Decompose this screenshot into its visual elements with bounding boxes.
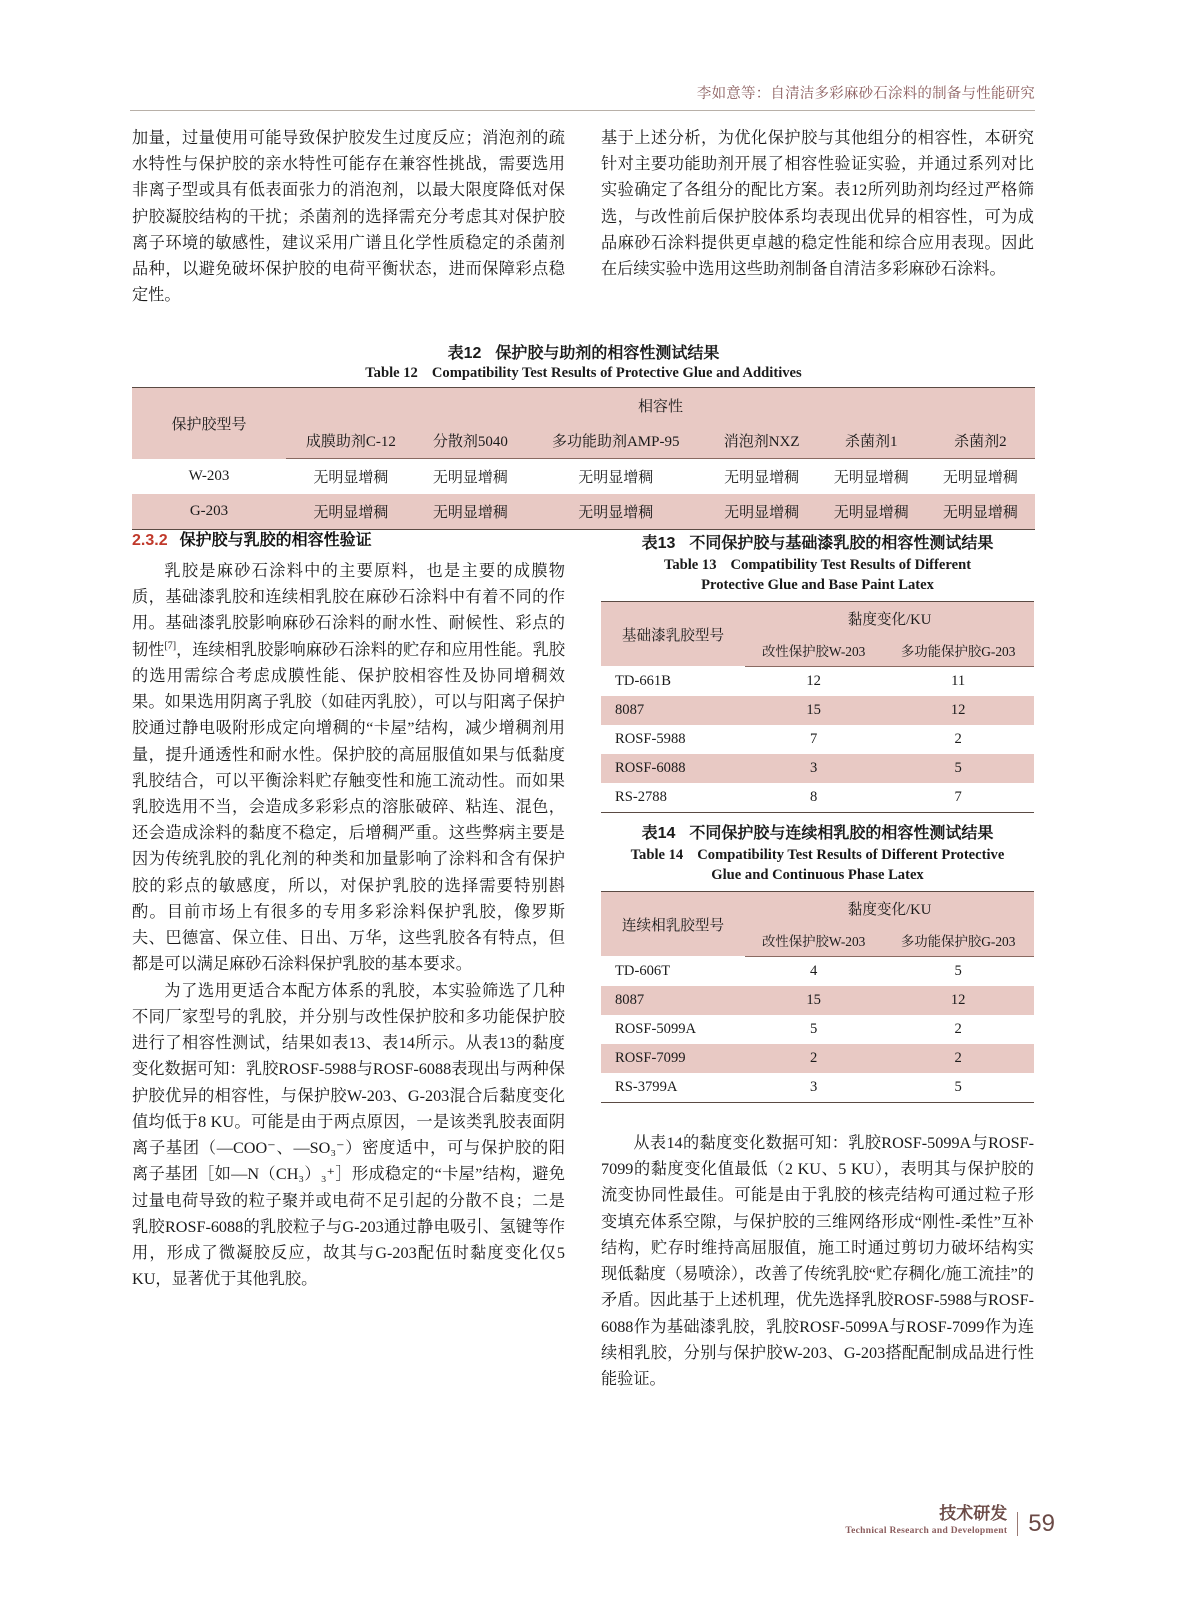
table13-cell: 7 — [810, 730, 818, 747]
table12-block — [132, 340, 1035, 530]
table12-cell: 无明显增稠 — [942, 470, 1018, 486]
table13-caption-cn — [601, 530, 1034, 553]
table14-cell: 3 — [810, 1078, 818, 1095]
paragraph: 从表14的黏度变化数据可知：乳胶ROSF-5099A与ROSF-7099的黏度变化值最低（2 KU、5 KU），表明其与保护胶的流变协同性最佳。可能是由于乳胶的核壳结构可通过粒子形变填充体系空隙，与保护胶的三维网络形成“刚性-柔性”互补结构，贮存时维持高屈服值，施工时通过剪切力破坏结构实现低黏度（易喷涂），改善了传统乳胶“贮存稠化/施工流挂”的矛盾。因此基于上述机理，优先选择乳胶ROSF-5988与ROSF-6088作为基础漆乳胶，乳胶ROSF-5099A与ROSF-7099作为连续相乳胶，分别与保护胶W-203、G-203搭配配制成品进行性能验证。 — [601, 1134, 1034, 1389]
footer-labels — [845, 1499, 1007, 1536]
table12-cell: 无明显增稠 — [833, 470, 909, 486]
section-title: 保护胶与乳胶的相容性验证 — [179, 532, 372, 549]
table14-cell: 5 — [810, 1020, 818, 1037]
table14-col-header: 改性保护胶W-203 — [745, 925, 882, 957]
table12-cell: 无明显增稠 — [833, 505, 909, 521]
table-row — [601, 956, 1034, 986]
table13-cell: 12 — [806, 672, 821, 689]
table13-cell: 15 — [806, 701, 821, 718]
table13-row-name: ROSF-6088 — [615, 759, 686, 776]
table14-cell: 2 — [810, 1049, 818, 1066]
table13-row-name: ROSF-5988 — [615, 730, 686, 747]
table12-row-name: G-203 — [189, 503, 229, 519]
section-number: 2.3.2 — [132, 532, 168, 549]
table13-cell: 3 — [810, 759, 818, 776]
body-column-right-bottom — [601, 1130, 1034, 1392]
table14-cell: 15 — [806, 991, 821, 1008]
table12-row-header: 保护胶型号 — [171, 416, 247, 433]
table14-caption-cn-text: 不同保护胶与连续相乳胶的相容性测试结果 — [689, 825, 994, 842]
table14-row-name: ROSF-7099 — [615, 1049, 686, 1066]
table13-col-header: 改性保护胶W-203 — [745, 635, 882, 667]
table12-caption-en-number: Table 12 — [365, 365, 418, 381]
table13-cell: 8 — [810, 788, 818, 805]
table14 — [601, 891, 1034, 1103]
table14-cell: 5 — [954, 1078, 962, 1095]
table12-col-header: 消泡剂NXZ — [707, 423, 817, 459]
table12-cell: 无明显增稠 — [942, 505, 1018, 521]
table12-col-header: 杀菌剂2 — [926, 423, 1035, 459]
footer-section-cn: 技术研发 — [939, 1504, 1008, 1523]
paragraph: 加量，过量使用可能导致保护胶发生过度反应；消泡剂的疏水特性与保护胶的亲水特性可能存在兼容性挑战，需要选用非离子型或具有低表面张力的消泡剂，以最大限度降低对保护胶凝胶结构的干扰；杀菌剂的选择需充分考虑其对保护胶离子环境的敏感性，建议采用广谱且化学性质稳定的杀菌剂品种，以避免破坏保护胶的电荷平衡状态，进而保障彩点稳定性。 — [132, 129, 565, 305]
table12-col-header: 成膜助剂C-12 — [286, 423, 416, 459]
paragraph-text-continued: ，连续相乳胶影响麻砂石涂料的贮存和应用性能。乳胶的选用需综合考虑成膜性能、保护胶相容性及协同增稠效果。如果选用阴离子乳胶（如硅丙乳胶），可以与阳离子保护胶通过静电吸附形成定向增稠的“卡屋”结构，减少增稠剂用量，提升通透性和耐水性。保护胶的高屈服值如果与低黏度乳胶结合，可以平衡涂料贮存触变性和施工流动性。而如果乳胶选用不当，会造成多彩彩点的溶胀破碎、粘连、混色，还会造成涂料的黏度不稳定，后增稠严重。这些弊病主要是因为传统乳胶的乳化剂的种类和加量影响了涂料和含有保护胶的彩点的敏感度，所以，对保护乳胶的选择需要特别斟酌。目前市场上有很多的专用多彩涂料保护乳胶，像罗斯夫、巴德富、保立佳、日出、万华，这些乳胶各有特点，但都是可以满足麻砂石涂料保护乳胶的基本要求。 — [132, 640, 566, 974]
table-row — [601, 1044, 1034, 1073]
table13-caption-en-line2: Protective Glue and Base Paint Latex — [701, 577, 934, 594]
table-row — [601, 725, 1034, 754]
table12-header-row-1 — [132, 388, 1035, 424]
table14-caption-cn-number: 表14 — [641, 825, 676, 842]
table-row — [601, 986, 1034, 1015]
table-row — [601, 1015, 1034, 1044]
table13-row-header: 基础漆乳胶型号 — [621, 627, 725, 644]
table12-cell: 无明显增稠 — [724, 505, 800, 521]
table13-cell: 5 — [954, 759, 962, 776]
table14-cell: 12 — [950, 991, 966, 1008]
table12-caption-cn-text: 保护胶与助剂的相容性测试结果 — [495, 345, 720, 362]
table14-row-name: RS-3799A — [615, 1078, 678, 1095]
table12-cell: 无明显增稠 — [724, 470, 800, 486]
table13-row-name: 8087 — [615, 701, 645, 718]
table12-cell: 无明显增稠 — [578, 505, 654, 521]
table14-caption-en-line2: Glue and Continuous Phase Latex — [711, 867, 924, 884]
table12-cell: 无明显增稠 — [313, 505, 389, 521]
footer-section-en: Technical Research and Development — [845, 1526, 1008, 1536]
table-row — [601, 783, 1034, 813]
table14-header-row-1 — [601, 891, 1034, 925]
table14-caption-en — [601, 845, 1034, 886]
body-column-left-middle — [132, 528, 565, 1292]
table13-caption-cn-text: 不同保护胶与基础漆乳胶的相容性测试结果 — [689, 535, 994, 552]
table14-cell: 2 — [954, 1020, 962, 1037]
table12-row-name: W-203 — [188, 467, 230, 484]
table12-cell: 无明显增稠 — [432, 470, 508, 486]
table14-caption-cn — [601, 820, 1034, 843]
table13-cell: 2 — [954, 730, 962, 747]
table14-row-name: ROSF-5099A — [615, 1020, 697, 1037]
table12-caption-cn-number: 表12 — [447, 345, 482, 362]
table14-caption-en-number: Table 14 — [630, 847, 684, 863]
table13-row-name: RS-2788 — [615, 788, 667, 805]
table13-header-row-1 — [601, 601, 1034, 635]
table12-col-header: 分散剂5040 — [416, 423, 525, 459]
page-number: 59 — [1017, 1512, 1055, 1536]
table12 — [132, 387, 1035, 530]
table-row — [132, 459, 1035, 495]
running-header: 李如意等：自清洁多彩麻砂石涂料的制备与性能研究 — [696, 86, 1035, 102]
table13-caption-en-number: Table 13 — [663, 557, 717, 573]
table12-caption-en-text: Compatibility Test Results of Protective Glue and Additives — [431, 365, 802, 381]
table13-cell: 12 — [950, 701, 966, 718]
table14-block — [601, 820, 1034, 1103]
table12-col-header: 多功能助剂AMP-95 — [525, 423, 707, 459]
table-row — [601, 666, 1034, 696]
table12-cell: 无明显增稠 — [578, 470, 654, 486]
header-divider — [130, 110, 1035, 111]
table13-caption-en — [601, 555, 1034, 596]
paragraph: 为了选用更适合本配方体系的乳胶，本实验筛选了几种不同厂家型号的乳胶，并分别与改性保护胶和多功能保护胶进行了相容性测试，结果如表13、表14所示。从表13的黏度变化数据可知：乳胶ROSF-5988与ROSF-6088表现出与两种保护胶优异的相容性，与保护胶W-203、G-203混合后黏度变化值均低于8 KU。可能是由于两点原因，一是该类乳胶表面阴离子基团（—COO⁻、—SO₃⁻）密度适中，可与保护胶的阳离子基团［如—N（CH₃）₃⁺］形成稳定的“卡屋”结构，避免过量电荷导致的粒子聚并或电荷不足引起的分散不良；二是乳胶ROSF-6088的乳胶粒子与G-203通过静电吸引、氢键等作用，形成了微凝胶反应，故其与G-203配伍时黏度变化仅5 KU，显著优于其他乳胶。 — [132, 981, 565, 1289]
table13-caption-en-line1: Compatibility Test Results of Different — [730, 557, 972, 573]
section-heading — [132, 528, 565, 554]
table12-caption-en — [132, 365, 1035, 382]
table-row — [601, 696, 1034, 725]
page-footer — [845, 1499, 1055, 1536]
table14-row-name: TD-606T — [615, 962, 671, 979]
table12-col-header: 杀菌剂1 — [817, 423, 926, 459]
table12-caption-cn — [132, 340, 1035, 363]
paragraph — [132, 558, 565, 978]
table13-cell: 7 — [954, 788, 962, 805]
table13-block — [601, 530, 1034, 813]
table14-cell: 5 — [954, 962, 962, 979]
table13-caption-cn-number: 表13 — [641, 535, 676, 552]
table13 — [601, 601, 1034, 813]
table12-cell: 无明显增稠 — [313, 470, 389, 486]
table12-cell: 无明显增稠 — [432, 505, 508, 521]
table13-col-header: 多功能保护胶G-203 — [882, 635, 1034, 667]
table-row — [601, 1073, 1034, 1103]
paragraph-text: 乳胶是麻砂石涂料中的主要原料，也是主要的成膜物质，基础漆乳胶和连续相乳胶在麻砂石涂料中有着不同的作用。基础漆乳胶影响麻砂石涂料的耐水性、耐候性、彩点的韧性 — [132, 561, 565, 659]
table13-group-header: 黏度变化/KU — [847, 611, 932, 628]
table14-col-header: 多功能保护胶G-203 — [882, 925, 1034, 957]
footer-box — [845, 1499, 1055, 1536]
table14-cell: 4 — [810, 962, 818, 979]
table14-group-header: 黏度变化/KU — [847, 901, 932, 918]
table13-cell: 11 — [951, 672, 966, 689]
table-row — [601, 754, 1034, 783]
table14-row-header: 连续相乳胶型号 — [621, 917, 725, 934]
table14-caption-en-line1: Compatibility Test Results of Different Protective — [697, 847, 1005, 863]
body-column-left-top — [132, 125, 565, 309]
table13-row-name: TD-661B — [615, 672, 671, 689]
table14-cell: 2 — [954, 1049, 962, 1066]
body-column-right-top — [601, 125, 1034, 282]
paragraph: 基于上述分析，为优化保护胶与其他组分的相容性，本研究针对主要功能助剂开展了相容性验证实验，并通过系列对比实验确定了各组分的配比方案。表12所列助剂均经过严格筛选，与改性前后保护胶体系均表现出优异的相容性，可为成品麻砂石涂料提供更卓越的稳定性能和综合应用表现。因此在后续实验中选用这些助剂制备自清洁多彩麻砂石涂料。 — [601, 129, 1034, 279]
table14-row-name: 8087 — [615, 991, 645, 1008]
table12-group-header: 相容性 — [637, 399, 683, 415]
table-row — [132, 494, 1035, 530]
citation-ref: [7] — [164, 640, 177, 652]
